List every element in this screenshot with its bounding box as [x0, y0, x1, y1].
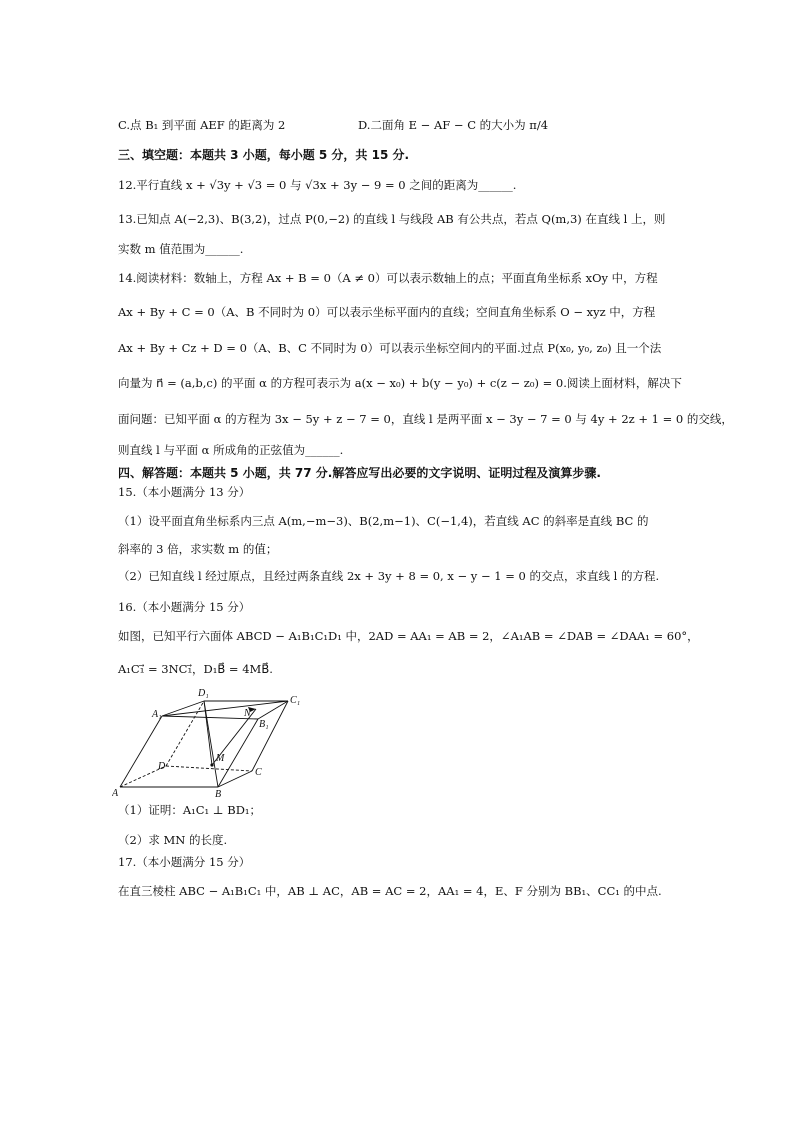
option-c: C.点 B₁ 到平面 AEF 的距离为 2	[118, 118, 286, 132]
parallelepiped-figure	[112, 683, 312, 798]
question-16-line2: A₁C₁⃗ = 3NC₁⃗，D₁B⃗ = 4MB⃗.	[118, 662, 273, 676]
option-d: D.二面角 E − AF − C 的大小为 π/4	[358, 118, 549, 132]
question-14-line6: 则直线 l 与平面 α 所成角的正弦值为______.	[118, 443, 344, 457]
question-15-part1-line1: （1）设平面直角坐标系内三点 A(m,−m−3)、B(2,m−1)、C(−1,4)，若直线 AC 的斜率是直线 BC 的	[118, 514, 649, 528]
label-B: B	[215, 789, 222, 798]
question-15-part1-line2: 斜率的 3 倍，求实数 m 的值；	[118, 542, 278, 556]
question-13-line1: 13.已知点 A(−2,3)、B(3,2)，过点 P(0,−2) 的直线 l 与线段 AB 有公共点，若点 Q(m,3) 在直线 l 上，则	[118, 212, 666, 226]
question-15-header: 15.（本小题满分 13 分）	[118, 485, 251, 499]
label-D1: D₁	[198, 688, 209, 699]
section-solve-title: 四、解答题：本题共 5 小题，共 77 分.解答应写出必要的文字说明、证明过程及演算步骤.	[118, 466, 601, 480]
label-C1: C₁	[290, 695, 301, 706]
question-15-part2: （2）已知直线 l 经过原点，且经过两条直线 2x + 3y + 8 = 0, x − y − 1 = 0 的交点，求直线 l 的方程.	[118, 569, 660, 583]
question-16-part1: （1）证明：A₁C₁ ⊥ BD₁；	[118, 803, 262, 817]
section-fill-in-title: 三、填空题：本题共 3 小题，每小题 5 分，共 15 分.	[118, 148, 410, 162]
question-14-line5: 面问题：已知平面 α 的方程为 3x − 5y + z − 7 = 0，直线 l 是两平面 x − 3y − 7 = 0 与 4y + 2z + 1 = 0 的交线，	[118, 412, 733, 426]
question-14-line2: Ax + By + C = 0（A、B 不同时为 0）可以表示坐标平面内的直线；空间直角坐标系 O − xyz 中，方程	[118, 305, 656, 319]
label-M: M	[216, 753, 225, 764]
question-16-line1: 如图，已知平行六面体 ABCD − A₁B₁C₁D₁ 中，2AD = AA₁ = AB = 2，∠A₁AB = ∠DAB = ∠DAA₁ = 60°，	[118, 629, 699, 643]
label-N: N	[244, 708, 251, 719]
question-14-line3: Ax + By + Cz + D = 0（A、B、C 不同时为 0）可以表示坐标空间内的平面.过点 P(x₀, y₀, z₀) 且一个法	[118, 341, 662, 355]
question-16-part2: （2）求 MN 的长度.	[118, 833, 228, 847]
label-D: D	[158, 761, 166, 772]
label-A: A	[112, 788, 119, 798]
question-13-line2: 实数 m 值范围为______.	[118, 242, 244, 256]
question-17-header: 17.（本小题满分 15 分）	[118, 855, 251, 869]
label-C: C	[255, 767, 262, 778]
question-14-line1: 14.阅读材料：数轴上，方程 Ax + B = 0（A ≠ 0）可以表示数轴上的点；平面直角坐标系 xOy 中，方程	[118, 271, 658, 285]
question-17-line1: 在直三棱柱 ABC − A₁B₁C₁ 中，AB ⊥ AC，AB = AC = 2，AA₁ = 4，E、F 分别为 BB₁、CC₁ 的中点.	[118, 884, 662, 898]
question-12: 12.平行直线 x + √3y + √3 = 0 与 √3x + 3y − 9 = 0 之间的距离为______.	[118, 178, 517, 192]
label-B1: B₁	[259, 719, 269, 730]
question-16-header: 16.（本小题满分 15 分）	[118, 600, 251, 614]
question-14-line4: 向量为 n⃗ = (a,b,c) 的平面 α 的方程可表示为 a(x − x₀) + b(y − y₀) + c(z − z₀) = 0.阅读上面材料，解决下	[118, 376, 682, 390]
label-A1: A₁	[152, 709, 162, 720]
